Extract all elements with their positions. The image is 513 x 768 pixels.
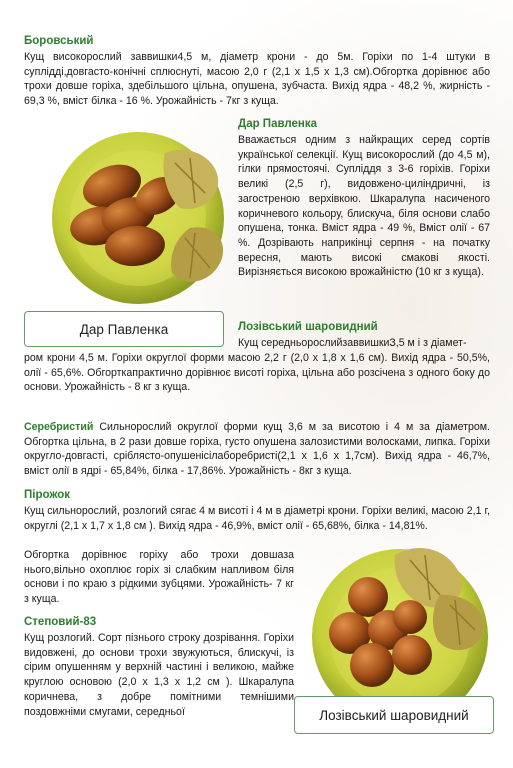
text-lozivsky: ром крони 4,5 м. Горіхи округлої форми масою 2,2 г (2,0 х 1,8 х 1,6 см). Вихід ядра - 50,5%, олії - 65,6%. Обгорткапрактично дорівнює висоті горіха, цільна або розсічена з одного боку до основи. Урожайність - 8 кг з куща. bbox=[24, 352, 490, 394]
caption-dar-pavlenka: Дар Павленка bbox=[24, 311, 224, 347]
text-serebrysty-body: Сильнорослий округлої форми кущ 3,6 м за висотою і 4 м за діаметром. Обгортка цільна, в 2 рази довше горіха, густо опушена залозистими волосками, липка. Горіхи округло-довгасті, сріблясто-опушенісілаборебристі(2,1 х 1,6 х 1,7см). Вихід ядра - 46,7%, вміст олії в ядрі - 65,84%, білка - 17,86%. Урожайність - 8кг з куща. bbox=[24, 421, 490, 478]
heading-serebrysty: Серебристий bbox=[24, 421, 94, 433]
text-borovsky: Кущ високорослий заввишки4,5 м, діаметр крони - до 5м. Горіхи по 1-4 штуки в суплідді,довгасто-конічні сплюснуті, масою 2,0 г (2,1 х 1,5 х 1,3 см).Обгортка дорівнює або трохи довше горіха, здебільшого цільна, опушена, зубчаста. Вихід ядра - 48,2 %, жирність - 69,3 %, вміст білка - 16 %. Урожайність - 7кг з куща. bbox=[24, 51, 490, 108]
text-dar-pavlenka: Вважається одним з найкращих серед сортів української селекції. Кущ високорослий (до 4,5 м), гілки прямостоячі. Супліддя з 3-6 горіхів. Горіхи великі (2,5 г), видовжено-циліндричні, із загостреною верхівкою. Шкаралупа насиченого коричневого кольору, блискуча, біля основи слабо опушена, тонка. Вміст ядра - 49 %, Вміст олії - 67 %. Дозрівають наприкінці серпня - на початку вересня, мають високі смакові якості. Вирізняється високою врожайністю (10 кг з куща). bbox=[238, 134, 490, 279]
text-stepovy: Кущ розлогий. Сорт пізнього строку дозрівання. Горіхи видовжені, до основи трохи звужуються, блискучі, із сірим опушенням у верхній частині і великою, майже круглою основою (2,0 х 1,3 х 1,2 см ). Шкаралупа коричнева, з добре помітними темнішими поздовжніми смугами, середньої bbox=[24, 632, 294, 718]
hazelnuts-photo-dar-pavlenka bbox=[40, 118, 245, 323]
text-lozivsky-first-line: Кущ середньорослийзаввишкиЗ,5 м і з діамет- bbox=[238, 337, 467, 349]
heading-lozivsky: Лозівський шаровидний bbox=[238, 321, 378, 333]
text-pirozhok: Кущ сильнорослий, розлогий сягає 4 м висоті і 4 м в діаметрі крони. Горіхи великі, масою 2,1 г, округлі (2,1 х 1,7 х 1,8 см ). Вихід ядра - 46,9%, вміст олії - 65,68%, білка - 14,81%. bbox=[24, 505, 490, 532]
heading-stepovy: Степовий-83 bbox=[24, 616, 97, 628]
heading-pirozhok: Пірожок bbox=[24, 489, 71, 501]
text-serebrysty bbox=[24, 420, 490, 479]
heading-borovsky: Боровський bbox=[24, 35, 94, 47]
caption-lozivsky: Лозівський шаровидний bbox=[294, 696, 494, 734]
heading-dar-pavlenka: Дар Павленка bbox=[238, 118, 318, 130]
text-pirozhok-continued: Обгортка дорівнює горіху або трохи довшаза нього,вільно охоплює горіх зі слабким напливом біля основи і по краю з рідкими зубцями. Урожайність- 7 кг з куща. bbox=[24, 549, 294, 606]
